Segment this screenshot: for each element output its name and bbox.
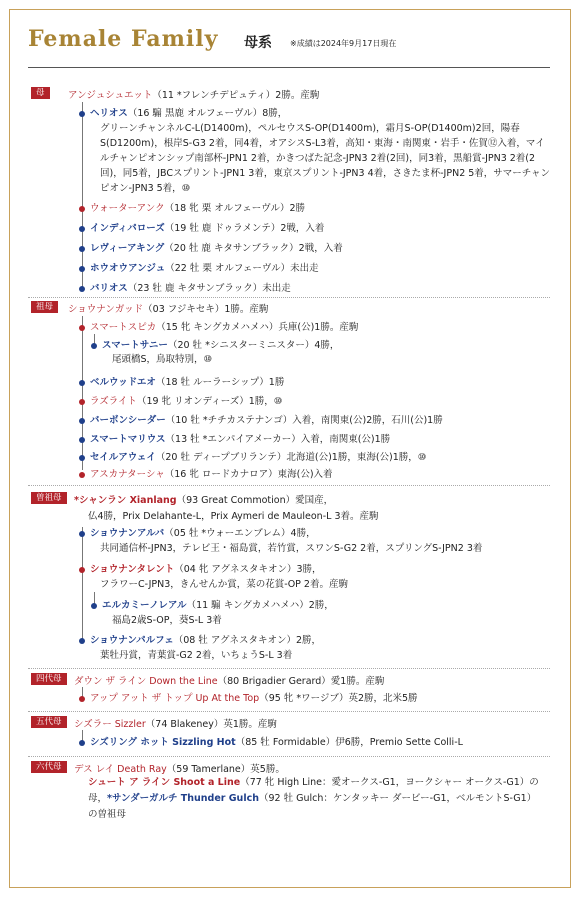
gen-label-g5: 五代母 [31, 716, 67, 728]
granddam-kid-2: ベルウッドエオ（18 牡 ルーラーシップ）1勝 [90, 377, 285, 388]
g3-meta-line2: 仏4勝，Prix Delahante-L，Prix Aymeri de Mauleon-L 3着。産駒 [88, 511, 379, 522]
dam-kid-dot [79, 246, 85, 252]
dam-kid-dot [79, 286, 85, 292]
dam-kid-5: バリオス（23 牡 鹿 キタサンブラック）未出走 [90, 283, 291, 294]
g3-kid-3-detail: 葉牡丹賞，青葉賞-G2 2着，いちょうS-L 3着 [100, 650, 293, 661]
header-rule [28, 67, 550, 68]
title-english: Female Family [28, 26, 219, 52]
dam-kid-dot [79, 206, 85, 212]
g3-meta: （93 Great Commotion）愛国産， [176, 495, 334, 506]
dam-headline [68, 87, 319, 101]
dam-kid-2: インディパローズ（19 牡 鹿 ドゥラメンテ）2戦，入着 [90, 223, 325, 234]
granddam-kid-dot [79, 325, 85, 331]
dam-meta: （11 *フレンチデピュティ）2勝。産駒 [152, 90, 320, 101]
dam-kid-dot [79, 266, 85, 272]
g3-kid-3: ショウナンパルフェ（08 牡 アグネスタキオン）2勝， [90, 635, 321, 646]
dam-kid-0-detail: グリーンチャンネルC-L(D1400m)，ペルセウスS-OP(D1400m)，霜月S-OP(D1400m)2回，陽春S(D1200m)，根岸S-G3 2着，同4着，オアシスS-L3着，高知・東海・南関東・岩手・佐賀⑫入着，マイルチャンピオンシップ南部杯-JPN1 2着，かきつばた記念-JPN3 2着(2回)，同3着，黒船賞-JPN3 2着(2回)，同5着，JBCスプリント-JPN1 3着，東京スプリント-JPN3 4着，さきたま杯-JPN2 5着，サマーチャンピオン-JPN3 5着，⑩ [100, 123, 551, 194]
g6-line-3: の曽祖母 [88, 809, 127, 820]
granddam-kid-7: アスカナターシャ（16 牝 ロードカナロア）東海(公)入着 [90, 469, 333, 480]
gen-label-g6: 六代母 [31, 761, 67, 773]
g3-headline [74, 492, 333, 506]
granddam-meta: （03 フジキセキ）1勝。産駒 [143, 304, 269, 315]
g3-kid-2-detail: 福島2歳S-OP，葵S-L 3着 [112, 615, 222, 626]
section-separator [28, 485, 550, 486]
dam-kid-dot [79, 226, 85, 232]
g5-meta: （74 Blakeney）英1勝。産駒 [145, 719, 277, 730]
as-of-note: ※成績は2024年9月17日現在 [290, 39, 397, 48]
g6-name: デス レイ Death Ray [74, 764, 167, 775]
section-separator [28, 297, 550, 298]
granddam-kid-3: ラズライト（19 牝 リオンディーズ）1勝，⑩ [90, 396, 283, 407]
g3-tree-line [82, 527, 83, 639]
granddam-kid-dot [79, 472, 85, 478]
g6-line-2: 母，*サンダーガルチ Thunder Gulch（92 牡 Gulch：ケンタッキー ダービー-G1，ベルモントS-G1） [88, 793, 537, 804]
gen-label-g3: 曽祖母 [31, 492, 67, 504]
g3-kid-dot [91, 603, 97, 609]
g3-kid-2: エルカミーノレアル（11 騸 キングカメハメハ）2勝， [102, 600, 334, 611]
granddam-kid-dot [79, 399, 85, 405]
dam-kid-3: レヴィーアキング（20 牡 鹿 キタサンブラック）2戦，入着 [90, 243, 343, 254]
g3-kid-dot [79, 638, 85, 644]
granddam-headline [68, 301, 268, 315]
g3-kid-0-detail: 共同通信杯-JPN3，テレビ王・福島賞，若竹賞，スワンS-G2 2着，スプリングS-JPN2 3着 [100, 543, 483, 554]
g4-headline [74, 673, 384, 687]
granddam-kid-dot [79, 418, 85, 424]
granddam-kid-0: スマートスピカ（15 牝 キングカメハメハ）兵庫(公)1勝。産駒 [90, 322, 359, 333]
g3-kid-dot [79, 531, 85, 537]
dam-kid-dot [79, 111, 85, 117]
dam-kid-1: ウォーターアンク（18 牝 栗 オルフェーヴル）2勝 [90, 203, 306, 214]
dam-name: アンジュシュエット [68, 90, 153, 101]
granddam-kid-dot [79, 455, 85, 461]
section-separator [28, 711, 550, 712]
granddam-kid-dot [79, 380, 85, 386]
g3-name: *シャンラン Xianlang [74, 495, 177, 506]
granddam-kid-dot [91, 343, 97, 349]
g6-meta: （59 Tamerlane）英5勝。 [166, 764, 285, 775]
granddam-tree-line [82, 316, 83, 470]
g6-headline [74, 761, 285, 775]
g3-kid-dot [79, 567, 85, 573]
g4-meta: （80 Brigadier Gerard）愛1勝。産駒 [217, 676, 385, 687]
gen-label-g4: 四代母 [31, 673, 67, 685]
dam-kid-4: ホウオウアンジュ（22 牡 栗 オルフェーヴル）未出走 [90, 263, 319, 274]
gen-label-granddam: 祖母 [31, 301, 58, 313]
dam-tree-line [82, 102, 83, 290]
g3-kid-1-detail: フラワーC-JPN3，きんせんか賞，菜の花賞-OP 2着。産駒 [100, 579, 348, 590]
g3-kid-1: ショウナンタレント（04 牝 アグネスタキオン）3勝， [90, 564, 322, 575]
section-separator [28, 756, 550, 757]
dam-kid-0: ヘリオス（16 騸 黒鹿 オルフェーヴル）8勝， [90, 108, 288, 119]
g6-line-1: シュート ア ライン Shoot a Line（77 牝 High Line：愛オークス-G1，ヨークシャー オークス-G1）の [88, 777, 539, 788]
gen-label-dam: 母 [31, 87, 50, 99]
g4-kid-dot [79, 696, 85, 702]
g5-kid-0: シズリング ホット Sizzling Hot（85 牡 Formidable）伊6勝，Premio Sette Colli-L [90, 737, 463, 748]
granddam-kid-1: スマートサニー（20 牡 *シニスターミニスター）4勝， [102, 340, 340, 351]
g5-name: シズラー Sizzler [74, 719, 146, 730]
granddam-kid-6: セイルアウェイ（20 牡 ディープブリランテ）北海道(公)1勝，東海(公)1勝，⑩ [90, 452, 427, 463]
granddam-name: ショウナンガッド [68, 304, 144, 315]
granddam-kid-5: スマートマリウス（13 牡 *エンパイアメーカー）入着，南関東(公)1勝 [90, 434, 391, 445]
granddam-kid-1-detail: 尾頭橋S，鳥取特別，⑩ [112, 354, 213, 365]
g4-kid-0: アップ アット ザ トップ Up At the Top（95 牝 *ワージブ）英2勝，北米5勝 [90, 693, 418, 704]
g3-kid-0: ショウナンアルバ（05 牡 *ウォーエンブレム）4勝， [90, 528, 316, 539]
title-japanese: 母系 [244, 35, 272, 51]
g4-name: ダウン ザ ライン Down the Line [74, 676, 218, 687]
g5-headline [74, 716, 277, 730]
g5-kid-dot [79, 740, 85, 746]
granddam-kid-4: バーボンシーダー（10 牡 *チチカステナンゴ）入着，南関東(公)2勝，石川(公)1勝 [90, 415, 443, 426]
section-separator [28, 668, 550, 669]
granddam-kid-dot [79, 437, 85, 443]
